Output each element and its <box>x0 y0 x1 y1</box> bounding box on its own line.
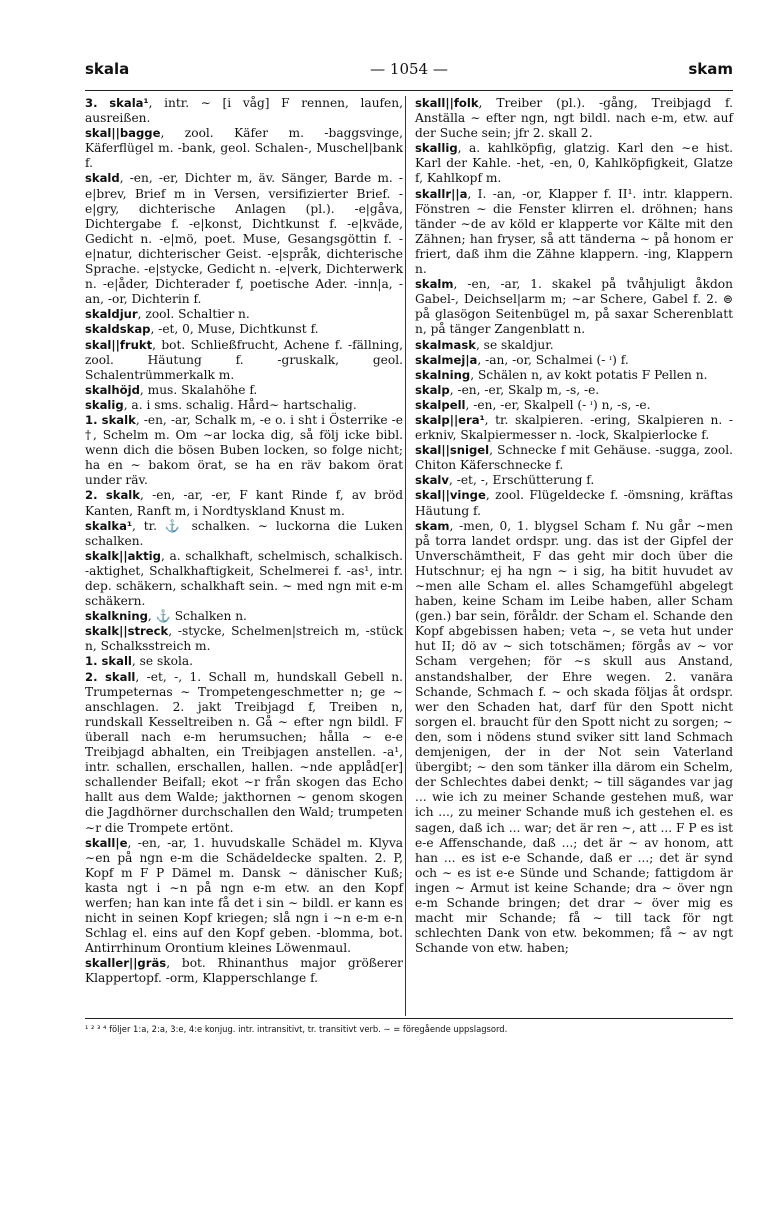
entry: skal||bagge, zool. Käfer m. -baggsvinge, Käferflügel m. -bank, geol. Schalen-, Muschel|bank f. <box>85 126 403 171</box>
entry: skam, -men, 0, 1. blygsel Scham f. Nu går ∼men på torra landet ordspr. ung. das ist der Gipfel der Unverschämtheit, F das geht mir doch über die Hutschnur; ej ha ngn ∼ i sig, ha bitit huvudet av ∼men alle Scham el. alles Schamgefühl abgelegt haben, keine Scham im Leibe haben, aller Scham (gen.) bar sein, föråldr. der Scham el. Schande den Kopf abgebissen haben; veta ∼, se veta hut under hut II; dö av ∼ sich totschämen; förgås av ∼ vor Scham vergehen; för ∼s skull aus Anstand, anstandshalber, der Ehre wegen. 2. vanära Schande, Schmach f. ∼ och skada följas åt ordspr. wer den Schaden hat, darf für den Spott nicht sorgen el. braucht für den Spott nicht zu sorgen; ∼ den, som i nödens stund sviker sitt land Schmach demjenigen, der in der Not sein Vaterland übergibt; ∼ den som tänker illa därom ein Schelm, der Schlechtes dabei denkt; ∼ till sägandes var jag ... wie ich zu meiner Schande gestehen muß, war ich ..., zu meiner Schande muß ich gestehen el. es sagen, daß ich ... war; det är ren ∼, att ... F P es ist e-e Affenschande, daß ...; det är ∼ av honom, att han ... es ist e-e Schande, daß er ...; det är synd och ∼ es ist e-e Sünde und Schande; fattigdom är ingen ∼ Armut ist keine Schande; dra ∼ över ngn e-m Schande bringen; det drar ∼ över mig es macht mir Schande; få ∼ till tack för ngt schlechten Dank von etw. bekommen; få ∼ av ngt Schande von etw. haben; <box>415 518 733 956</box>
footnote-rule <box>85 1018 733 1019</box>
entry: 1. skall, se skola. <box>85 654 193 669</box>
entry: skal||vinge, zool. Flügeldecke f. -ömsning, kräftas Häutung f. <box>415 488 733 518</box>
entry: 2. skall, -et, -, 1. Schall m, hundskall Gebell n. Trumpeternas ∼ Trompetengeschmetter n; ge ∼ anschlagen. 2. jakt Treibjagd f, Treiben n, rundskall Kesseltreiben n. Gå ∼ efter ngn bildl. F überall nach e-m herumsuchen; hålla ∼ e-e Treibjagd abhalten, ein Treibjagen anstellen. -a¹, intr. schallen, erschallen, hallen. ∼nde applåd[er] schallender Beifall; ekot ∼r från skogen das Echo hallt aus dem Walde; jakthornen ∼ genom skogen die Jagdhörner durchschallen den Wald; trumpeten ∼r die Trompete ertönt. <box>85 669 404 835</box>
right-column <box>415 96 733 956</box>
entry: skall||folk, Treiber (pl.). -gång, Treibjagd f. Anställa ∼ efter ngn, ngt bildl. nach e-m, etw. auf der Suche sein; jfr 2. skall 2. <box>415 96 733 141</box>
entry: skalning, Schälen n, av kokt potatis F Pellen n. <box>415 367 708 382</box>
entry: skalmask, se skaldjur. <box>415 337 554 352</box>
entry: 2. skalk, -en, -ar, -er, F kant Rinde f, av bröd Kanten, Ranft m, i Nordtyskland Knust m. <box>85 488 403 518</box>
entry: skalk||aktig, a. schalkhaft, schelmisch, schalkisch. -aktighet, Schalkhaftigkeit, Schelmerei f. -as¹, intr. dep. schäkern, schalkhaft sein. ∼ med ngn mit e-m schäkern. <box>85 548 403 609</box>
entry: skaldjur, zool. Schaltier n. <box>85 307 250 322</box>
footnote: ¹ ² ³ ⁴ följer 1:a, 2:a, 3:e, 4:e konjug. intr. intransitivt, tr. transitivt verb. ∼ = föregående uppslagsord. <box>85 1024 508 1034</box>
header-left-guideword: skala <box>85 60 130 78</box>
entry: skal||frukt, bot. Schließfrucht, Achene f. -fällning, zool. Häutung f. -gruskalk, geol. Schalentrümmerkalk m. <box>85 337 403 382</box>
entry: skalp, -en, -er, Skalp m, -s, -e. <box>415 382 600 397</box>
entry: 3. skala¹, intr. ∼ [i våg] F rennen, laufen, ausreißen. <box>85 96 403 126</box>
entry: skall|e, -en, -ar, 1. huvudskalle Schädel m. Klyva ∼en på ngn e-m die Schädeldecke spalten. 2. P, Kopf m F P Dämel m. Dansk ∼ dänischer Kuß; kasta ngt i ∼n på ngn e-m etw. an den Kopf werfen; han kan inte få det i sin ∼ bildl. er kann es nicht in seinen Kopf kriegen; slå ngn i ∼n e-m e-n Schlag el. eins auf den Kopf geben. -blomma, bot. Antirrhinum Orontium kleines Löwenmaul. <box>85 835 403 956</box>
entry: skalhöjd, mus. Skalahöhe f. <box>85 382 258 397</box>
entry: skallr||a, I. -an, -or, Klapper f. II¹. intr. klappern. Fönstren ∼ die Fenster klirren el. dröhnen; hans tänder ∼de av köld er klapperte vor Kälte mit den Zähnen; han fryser, så att tänderna ∼ på honom er friert, daß ihm die Zähne klappern. -ing, Klappern n. <box>415 186 733 277</box>
entry: skalv, -et, -, Erschütterung f. <box>415 473 595 488</box>
entry: skalmej|a, -an, -or, Schalmei (- ᶦ) f. <box>415 352 629 367</box>
entry: skalpell, -en, -er, Skalpell (- ᶦ) n, -s, -e. <box>415 397 651 412</box>
page-header <box>85 60 733 84</box>
entry: skalig, a. i sms. schalig. Hård∼ hartschalig. <box>85 397 357 412</box>
header-rule <box>85 90 733 91</box>
entry: skallig, a. kahlköpfig, glatzig. Karl den ∼e hist. Karl der Kahle. -het, -en, 0, Kahlköpfigkeit, Glatze f, Kahlkopf m. <box>415 141 733 186</box>
header-right-guideword: skam <box>688 60 733 78</box>
entry: skalkning, ⚓ Schalken n. <box>85 609 247 624</box>
entry: skalka¹, tr. ⚓ schalken. ∼ luckorna die Luken schalken. <box>85 518 403 548</box>
entry: skalk||streck, -stycke, Schelmen|streich m, -stück n, Schalksstreich m. <box>85 624 403 654</box>
entry: skald, -en, -er, Dichter m, äv. Sänger, Barde m. -e|brev, Brief m in Versen, versifizierter Brief. -e|gry, dichterische Anlagen (pl.). -e|gåva, Dichtergabe f. -e|konst, Dichtkunst f. -e|kväde, Gedicht n. -e|mö, poet. Muse, Gesangsgöttin f. -e|natur, dichterischer Geist. -e|språk, dichterische Sprache. -e|stycke, Gedicht n. -e|verk, Dichterwerk n. -e|åder, Dichterader f, poetische Ader. -inn|a, -an, -or, Dichterin f. <box>85 171 403 307</box>
page-number: — 1054 — <box>370 60 448 78</box>
left-column <box>85 96 403 987</box>
entry: skalp||era¹, tr. skalpieren. -ering, Skalpieren n. -erkniv, Skalpiermesser n. -lock, Skalpierlocke f. <box>415 412 733 443</box>
entry: 1. skalk, -en, -ar, Schalk m, -e o. i sht i Österrike -e †, Schelm m. Om ∼ar locka dig, så följ icke bibl. wenn dich die bösen Buben locken, so folge nicht; ha en ∼ bakom örat, se ha en räv bakom örat under räv. <box>85 412 403 488</box>
entry: skaller||gräs, bot. Rhinanthus major größerer Klappertopf. -orm, Klapperschlange f. <box>85 956 403 986</box>
entry: skal||snigel, Schnecke f mit Gehäuse. -sugga, zool. Chiton Käferschnecke f. <box>415 443 733 473</box>
entry: skaldskap, -et, 0, Muse, Dichtkunst f. <box>85 322 319 337</box>
entry: skalm, -en, -ar, 1. skakel på tvåhjuligt åkdon Gabel-, Deichsel|arm m; ∼ar Schere, Gabel f. 2. ⊜ på glasögon Seitenbügel m, på saxar Scherenblatt n, på tänger Zangenblatt n. <box>415 277 733 337</box>
column-divider <box>405 96 406 1016</box>
